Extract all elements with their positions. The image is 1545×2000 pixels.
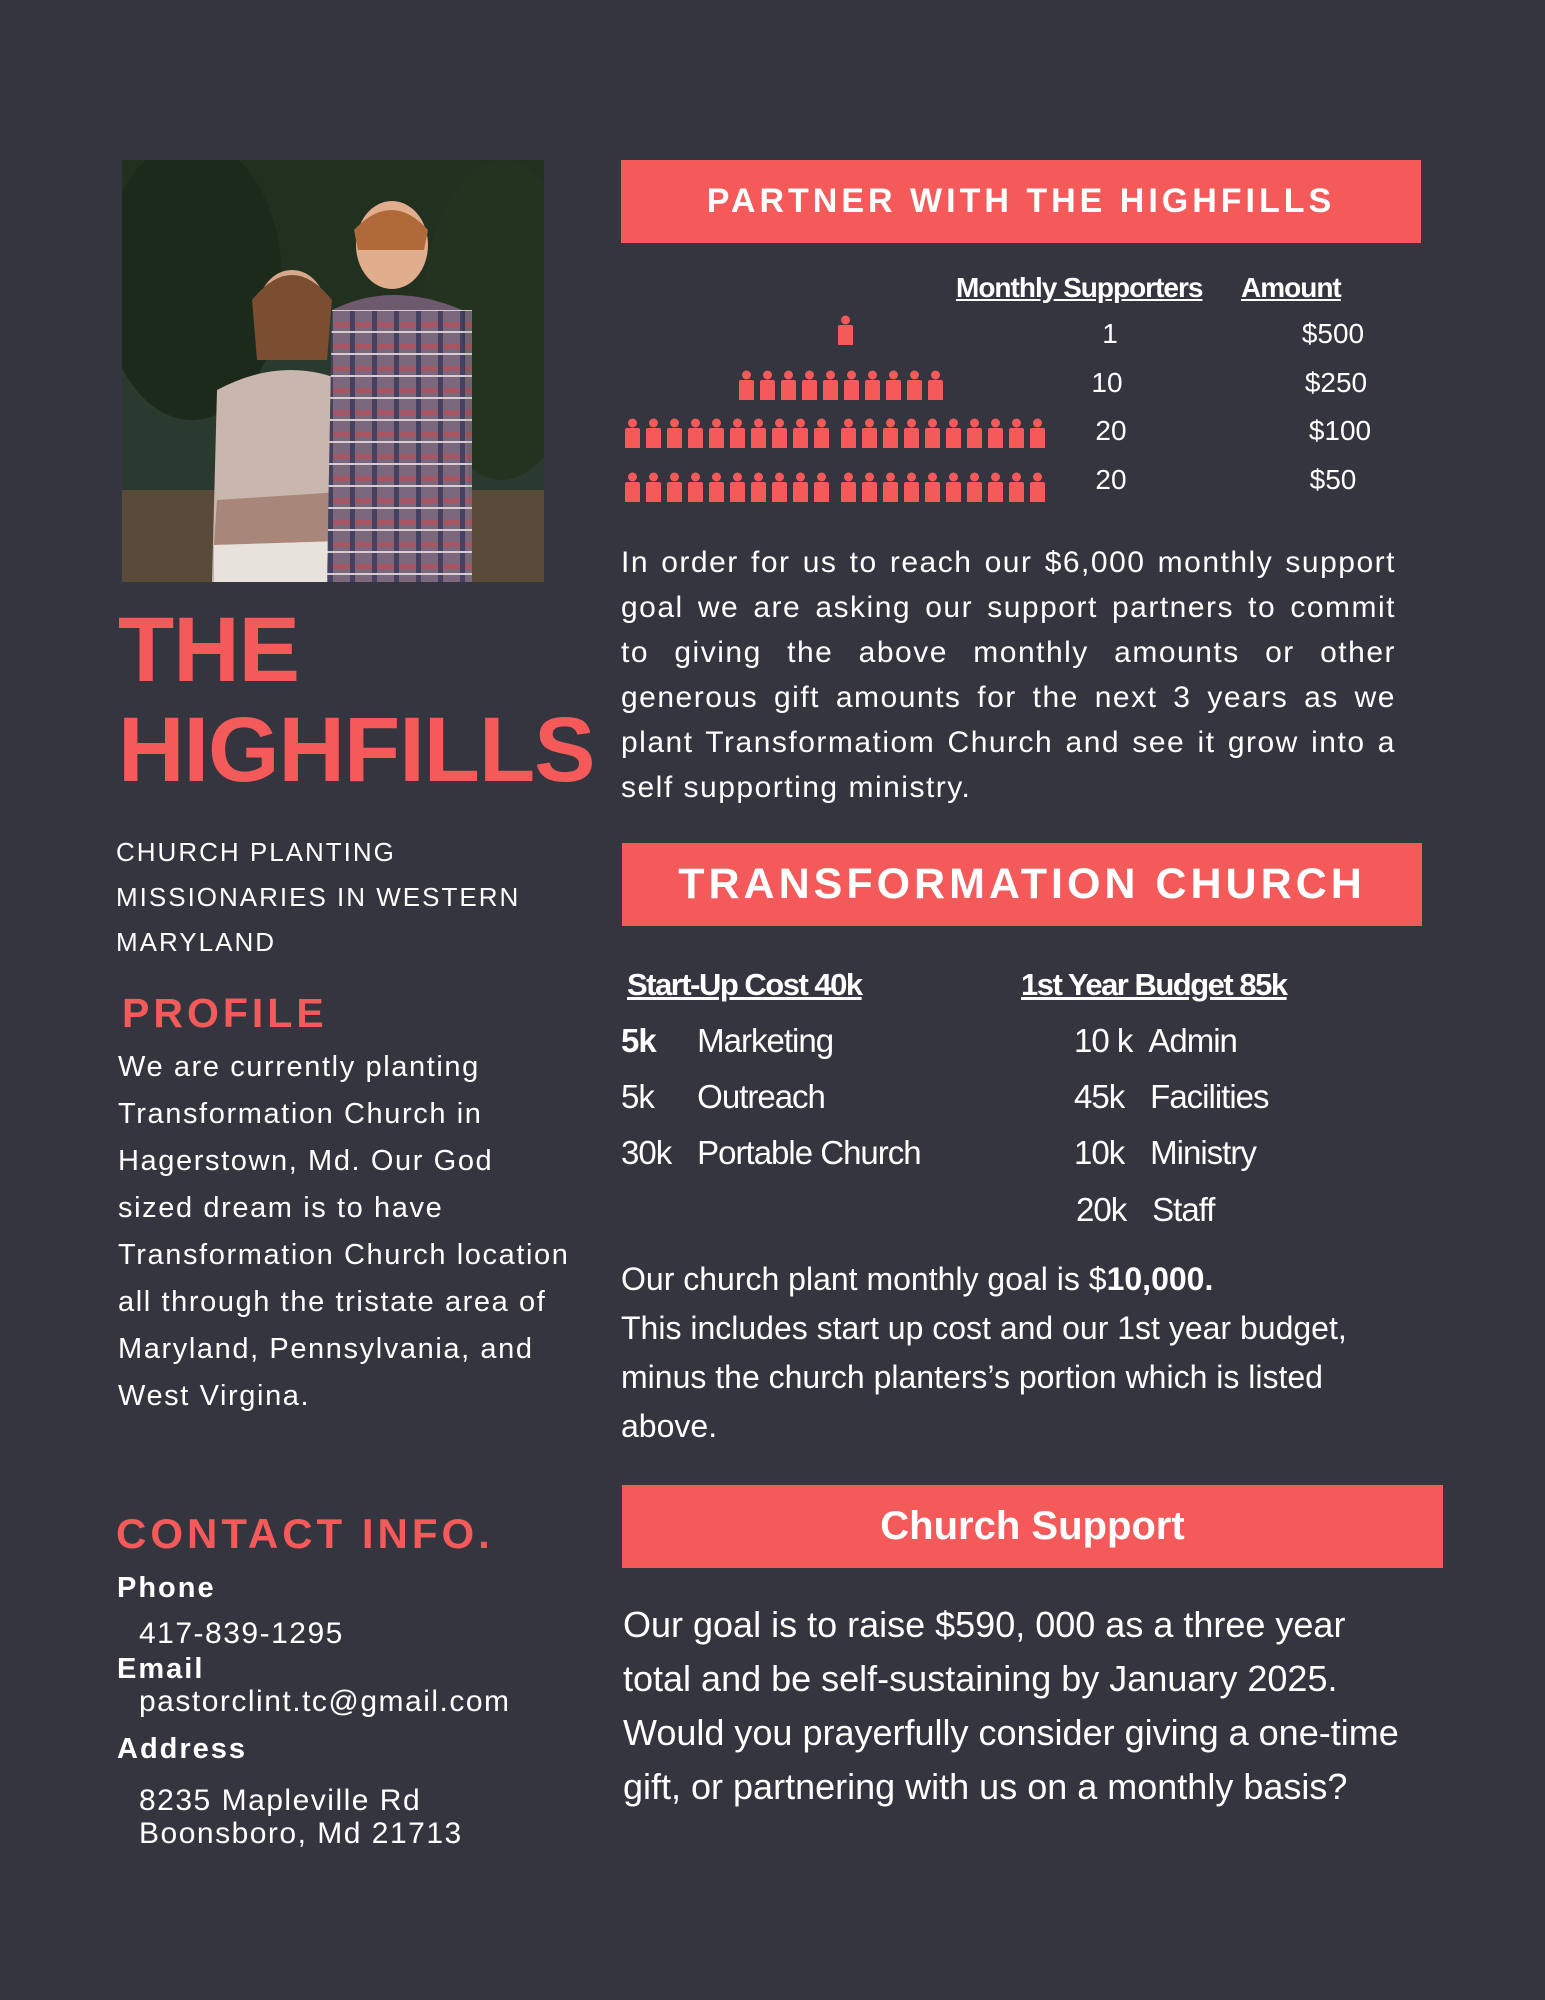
person-icon [965, 472, 984, 502]
person-icon [758, 370, 777, 400]
person-icon [665, 418, 684, 448]
budget-item [1074, 1022, 1237, 1060]
person-icon [905, 370, 924, 400]
person-icon [986, 472, 1005, 502]
person-icon [770, 418, 789, 448]
address-line-1: 8235 Mapleville Rd [139, 1784, 422, 1817]
startup-item-amount: 5k [621, 1078, 654, 1115]
startup-item [621, 1022, 833, 1060]
church-support-text: Our goal is to raise $590, 000 as a three year total and be self-sustaining by January 2025. Would you prayerfully consider giving a one-time gift, or partnering with us on a monthly basis? [623, 1604, 1399, 1807]
startup-item-label: Outreach [697, 1078, 825, 1115]
supporter-icons-tier-3 [623, 418, 1047, 448]
tier-1-supporters: 1 [1102, 318, 1118, 349]
person-icon [1028, 418, 1047, 448]
person-icon [623, 418, 642, 448]
goal-prefix: Our church plant monthly goal is $ [621, 1261, 1107, 1297]
person-icon [707, 418, 726, 448]
couple-photo [122, 160, 544, 582]
tagline-line-2: MISSIONARIES IN WESTERN [116, 882, 521, 912]
person-icon [860, 418, 879, 448]
phone-label: Phone [117, 1572, 216, 1604]
address-line-2: Boonsboro, Md 21713 [139, 1817, 463, 1850]
startup-item [621, 1078, 825, 1116]
person-icon [839, 418, 858, 448]
supporter-icons-tier-4 [623, 472, 1047, 502]
person-icon [986, 418, 1005, 448]
person-icon [902, 472, 921, 502]
person-icon [923, 472, 942, 502]
person-icon [665, 472, 684, 502]
person-icon [707, 472, 726, 502]
person-icon [944, 472, 963, 502]
person-icon [749, 472, 768, 502]
person-icon [770, 472, 789, 502]
person-icon [881, 418, 900, 448]
person-icon [686, 418, 705, 448]
person-icon [965, 418, 984, 448]
first-year-budget-heading: 1st Year Budget 85k [1021, 967, 1287, 1002]
budget-item-amount: 45k [1074, 1078, 1125, 1115]
person-icon [791, 418, 810, 448]
tagline [116, 830, 566, 965]
address-label: Address [117, 1733, 248, 1765]
goal-amount: 10,000. [1106, 1261, 1214, 1297]
tier-3-supporters: 20 [1095, 415, 1127, 446]
budget-item [1074, 1078, 1269, 1116]
contact-heading: CONTACT INFO. [116, 1510, 494, 1557]
startup-item-label: Portable Church [697, 1134, 921, 1171]
person-icon [944, 418, 963, 448]
person-icon [812, 418, 831, 448]
tier-4-supporters: 20 [1095, 464, 1127, 495]
supporter-icons-tier-1 [836, 315, 855, 345]
startup-item [621, 1134, 921, 1172]
transformation-church-banner: TRANSFORMATION CHURCH [622, 843, 1422, 926]
title-line-2: HIGHFILLS [118, 699, 595, 801]
person-icon [779, 370, 798, 400]
person-icon [1028, 472, 1047, 502]
budget-item-label: Staff [1152, 1191, 1215, 1228]
person-icon [791, 472, 810, 502]
supporter-icons-tier-2 [737, 370, 945, 400]
person-icon [839, 472, 858, 502]
person-icon [821, 370, 840, 400]
person-icon [644, 418, 663, 448]
partner-banner: PARTNER WITH THE HIGHFILLS [621, 160, 1421, 243]
family-name-title [118, 599, 595, 801]
person-icon [926, 370, 945, 400]
budget-item [1074, 1134, 1256, 1172]
person-icon [800, 370, 819, 400]
email-label: Email [117, 1653, 205, 1685]
church-plant-goal [621, 1255, 1421, 1451]
person-icon [623, 472, 642, 502]
startup-item-amount: 5k [621, 1022, 656, 1059]
budget-item-amount: 20k [1076, 1191, 1127, 1228]
person-icon [737, 370, 756, 400]
person-icon [686, 472, 705, 502]
person-icon [728, 418, 747, 448]
budget-item [1076, 1191, 1214, 1229]
person-icon [644, 472, 663, 502]
title-line-1: THE [118, 599, 299, 701]
tier-2-supporters: 10 [1091, 367, 1123, 398]
person-icon [1007, 472, 1026, 502]
budget-item-label: Facilities [1150, 1078, 1269, 1115]
person-icon [812, 472, 831, 502]
person-icon [923, 418, 942, 448]
budget-item-label: Admin [1148, 1022, 1237, 1059]
tier-1-amount: $500 [1301, 318, 1365, 349]
amount-column-header: Amount [1241, 272, 1341, 303]
tagline-line-1: CHURCH PLANTING [116, 837, 396, 867]
phone-value[interactable]: 417-839-1295 [139, 1617, 344, 1650]
church-support-banner: Church Support [622, 1485, 1443, 1568]
profile-heading: PROFILE [122, 990, 328, 1036]
budget-item-label: Ministry [1150, 1134, 1256, 1171]
budget-item-amount: 10k [1074, 1134, 1125, 1171]
startup-cost-heading: Start-Up Cost 40k [627, 967, 862, 1002]
person-icon [842, 370, 861, 400]
person-icon [749, 418, 768, 448]
person-icon [884, 370, 903, 400]
person-icon [863, 370, 882, 400]
supporters-column-header: Monthly Supporters [956, 272, 1203, 303]
budget-item-amount: 10 k [1074, 1022, 1133, 1059]
icon-group-gap [833, 472, 837, 502]
partner-description: In order for us to reach our $6,000 monthly support goal we are asking our support partners to commit to giving the above monthly amounts or other generous gift amounts for the next 3 years as we plant Transformatiom Church and see it grow into a self supporting ministry. [621, 546, 1396, 804]
icon-group-gap [833, 418, 837, 448]
goal-description: This includes start up cost and our 1st year budget, minus the church planters’s portion which is listed above. [621, 1310, 1347, 1444]
tier-3-amount: $100 [1308, 415, 1372, 446]
person-icon [860, 472, 879, 502]
tier-4-amount: $50 [1309, 464, 1357, 495]
person-icon [728, 472, 747, 502]
email-value[interactable]: pastorclint.tc@gmail.com [139, 1685, 511, 1718]
tier-2-amount: $250 [1304, 367, 1368, 398]
person-icon [836, 315, 855, 345]
person-icon [881, 472, 900, 502]
tagline-line-3: MARYLAND [116, 927, 277, 957]
profile-text: We are currently planting Transformation Church in Hagerstown, Md. Our God sized dream is to have Transformation Church location all through the tristate area of Maryland, Pennsylvania, and West Virgina. [118, 1051, 570, 1412]
person-icon [1007, 418, 1026, 448]
person-icon [902, 418, 921, 448]
startup-item-amount: 30k [621, 1134, 672, 1171]
startup-item-label: Marketing [697, 1022, 834, 1059]
